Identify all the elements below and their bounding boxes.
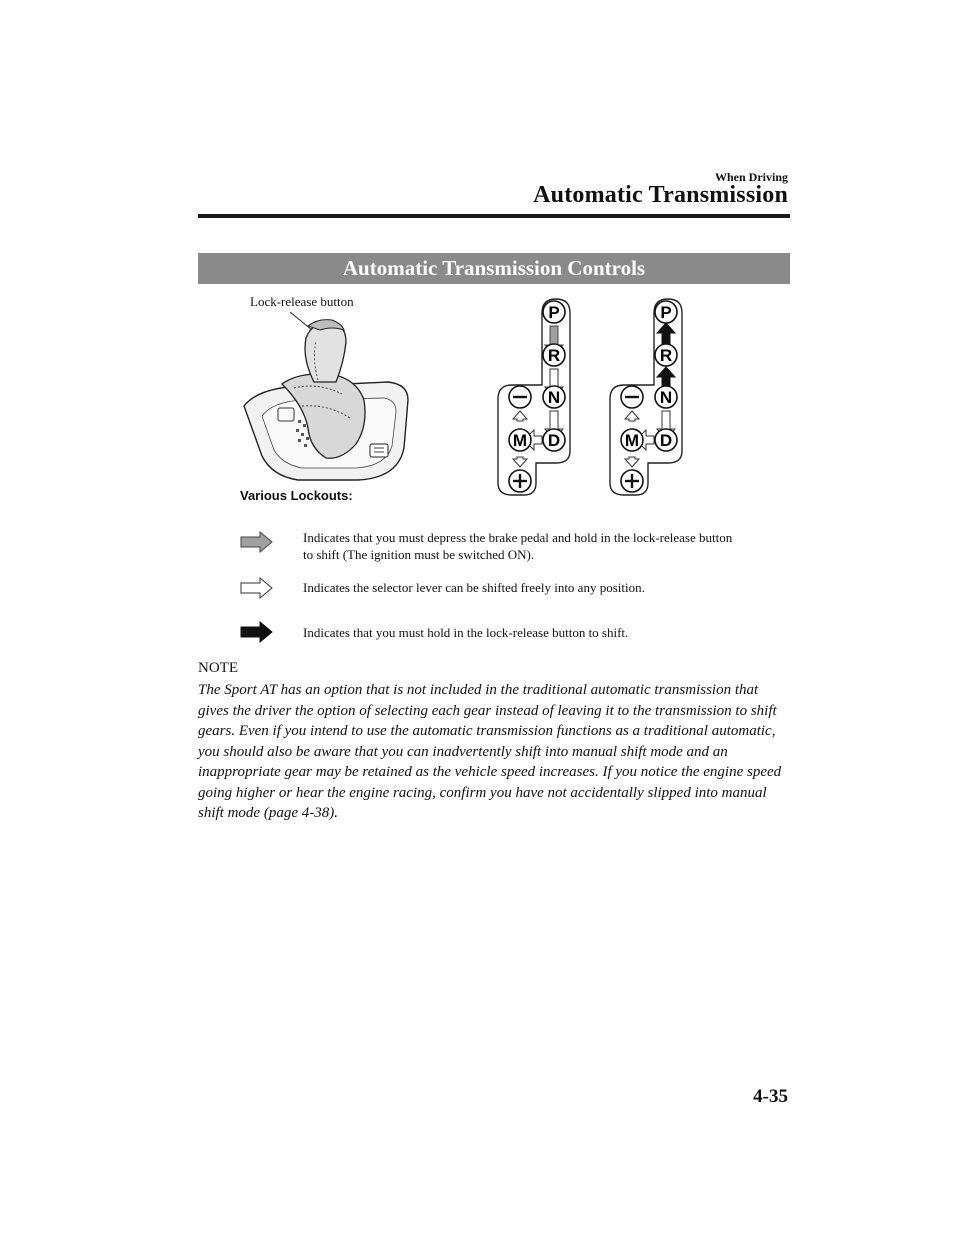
chapter-title: Automatic Transmission <box>533 182 788 208</box>
section-label: When Driving <box>714 170 788 184</box>
gear-letter: N <box>659 388 673 407</box>
shift-gate-lockrelease-lockout <box>604 293 694 499</box>
various-lockouts-label: Various Lockouts: <box>240 488 353 503</box>
note-label: NOTE <box>198 660 238 676</box>
white-arrow-icon <box>240 577 274 599</box>
shift-gate-brake-lockout <box>492 293 582 499</box>
shift-lever-illustration <box>238 308 418 488</box>
gear-letter: D <box>659 431 673 450</box>
lock-release-callout: Lock-release button <box>250 294 354 309</box>
gear-letter: R <box>547 346 561 365</box>
note-body: The Sport AT has an option that is not included in the traditional automatic transmission that gives the driver the option of selecting each gear instead of leaving it to the transmission to shift gears. Even if you intend to use the automatic transmission functions as a traditional automatic, you should also be aware that you can inadvertently shift into manual shift mode and an inappropriate gear may be retained as the vehicle speed increases. If you notice the engine speed going higher or hear the engine racing, confirm you have not accidentally slipped into manual shift mode (page 4-38). <box>198 682 782 821</box>
gear-letter: P <box>660 303 672 322</box>
header-rule <box>198 214 790 218</box>
gear-letter: P <box>548 303 560 322</box>
gear-letter: D <box>547 431 561 450</box>
page-number: 4-35 <box>753 1086 788 1107</box>
legend-text-free-shift: Indicates the selector lever can be shifted freely into any position. <box>303 580 645 595</box>
gear-letter: M <box>512 431 528 450</box>
legend-text-lockrelease: Indicates that you must hold in the lock-release button to shift. <box>303 625 629 640</box>
legend-text-brake-lockout: Indicates that you must depress the brake pedal and hold in the lock-release button to shift (The ignition must be switched ON). <box>303 530 733 562</box>
section-title: Automatic Transmission Controls <box>198 253 790 284</box>
gray-arrow-icon <box>240 531 274 553</box>
gear-letter: N <box>547 388 561 407</box>
gear-letter: M <box>624 431 640 450</box>
gear-letter: R <box>659 346 673 365</box>
black-arrow-icon <box>240 621 274 643</box>
